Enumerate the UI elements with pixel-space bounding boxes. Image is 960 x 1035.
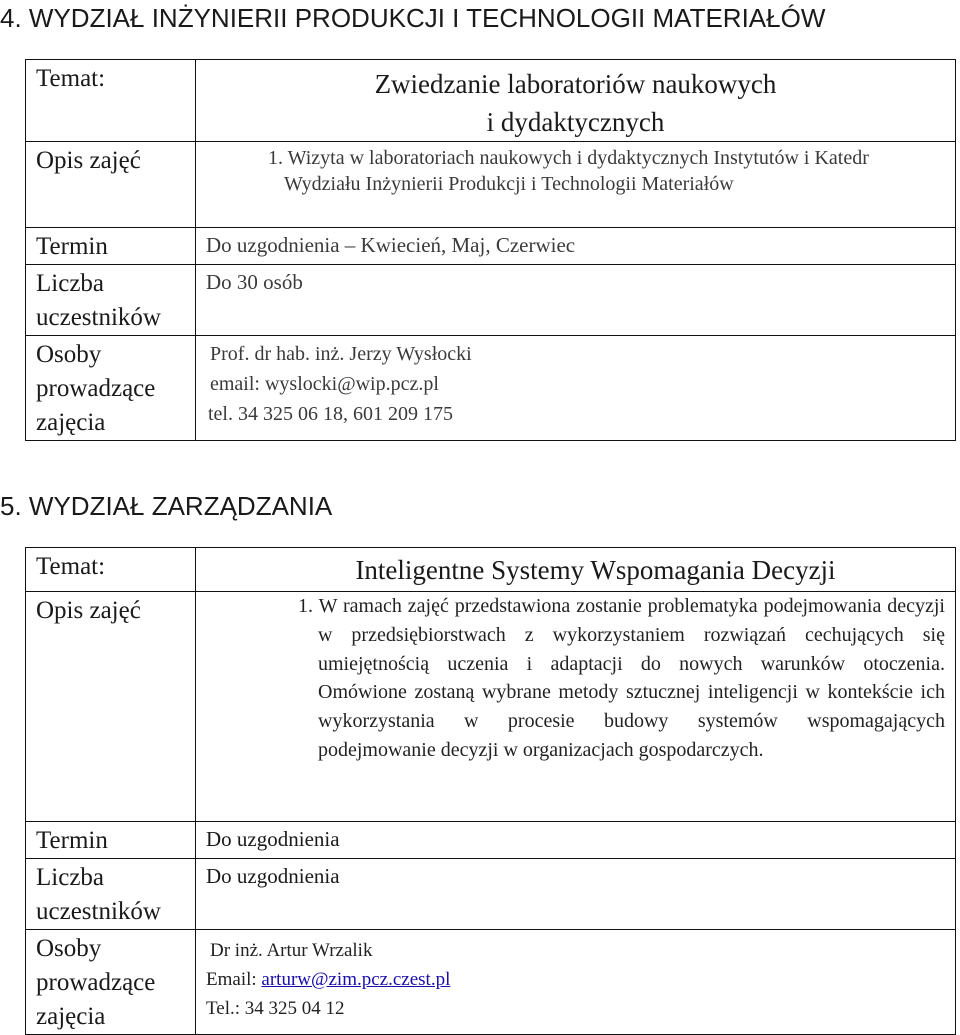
instructors-label: Osoby prowadzące zajęcia [26,930,196,1035]
topic-label: Temat: [26,60,196,142]
term-value: Do uzgodnienia [196,822,956,859]
topic-title-line-1: Zwiedzanie laboratoriów naukowych [374,69,777,99]
instructors-label: Osoby prowadzące zajęcia [26,336,196,441]
description-cell [196,592,956,822]
topic-title-line-2: i dydaktycznych [486,107,665,137]
instructor-email[interactable]: email: wyslocki@wip.pcz.pl [210,373,439,395]
description-label: Opis zajęć [26,592,196,822]
instructor-name: Prof. dr hab. inż. Jerzy Wysłocki [210,343,472,365]
instructors-cell [196,930,956,1035]
instructor-name: Dr inż. Artur Wrzalik [210,940,373,961]
description-row [26,592,956,822]
topic-cell [196,60,956,142]
section-5-table [25,547,956,1035]
description-text: 1. W ramach zajęć przedstawiona zostanie problematyka podejmowania decyzji w przedsiębiorstwach z wykorzystaniem rozwiązań cechujących się umiejętnością uczenia i adaptacji do nowych warunków otoczenia. Omówione zostaną wybrane metody sztucznej inteligencji w kontekście ich wykorzystania w procesie budowy systemów wspomagających podejmowanie decyzji w organizacjach gospodarczych. [298,595,945,761]
topic-cell [196,548,956,592]
topic-title: Inteligentne Systemy Wspomagania Decyzji [355,555,836,585]
term-row [26,822,956,859]
description-label: Opis zajęć [26,142,196,228]
instructor-phone: tel. 34 325 06 18, 601 209 175 [208,403,453,425]
participants-label: Liczba uczestników [26,859,196,930]
section-4-table [25,59,956,441]
participants-value: Do uzgodnienia [196,859,956,930]
instructor-email-line [206,965,945,994]
topic-row [26,60,956,142]
participants-value: Do 30 osób [196,265,956,336]
term-label: Termin [26,228,196,265]
description-text: 1. Wizyta w laboratoriach naukowych i dydaktycznych Instytutów i Katedr Wydziału Inżynierii Produkcji i Technologii Materiałów [268,147,869,195]
instructor-email-prefix: Email: [206,969,262,990]
topic-label: Temat: [26,548,196,592]
term-label: Termin [26,822,196,859]
section-5-heading: 5. WYDZIAŁ ZARZĄDZANIA [0,491,333,521]
section-4-heading: 4. WYDZIAŁ INŻYNIERII PRODUKCJI I TECHNOLOGII MATERIAŁÓW [0,3,826,33]
participants-label: Liczba uczestników [26,265,196,336]
term-row [26,228,956,265]
instructors-cell [196,336,956,441]
instructor-email-link[interactable]: arturw@zim.pcz.czest.pl [261,969,451,990]
description-cell [196,142,956,228]
participants-row [26,265,956,336]
instructors-row [26,336,956,441]
participants-row [26,859,956,930]
instructor-phone: Tel.: 34 325 04 12 [206,998,345,1019]
term-value: Do uzgodnienia – Kwiecień, Maj, Czerwiec [196,228,956,265]
description-row [26,142,956,228]
topic-row [26,548,956,592]
instructors-row [26,930,956,1035]
